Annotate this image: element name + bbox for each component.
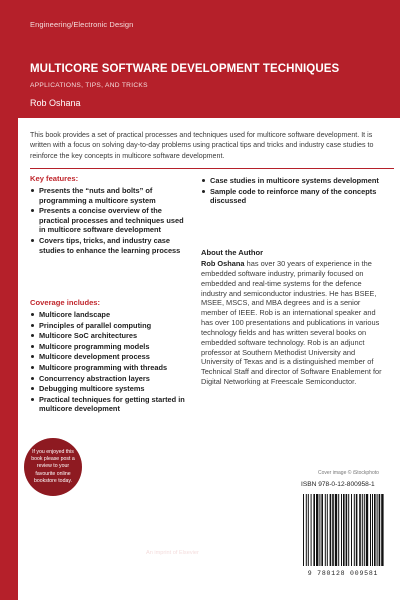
- coverage-heading: Coverage includes:: [30, 298, 101, 307]
- list-item: Multicore programming with threads: [30, 363, 190, 373]
- about-author-name: Rob Oshana: [201, 259, 245, 268]
- elsevier-wordmark: ELSEVIER: [25, 576, 68, 583]
- barcode-number: 9 780128 009581: [307, 570, 379, 577]
- list-item: Principles of parallel computing: [30, 321, 190, 331]
- author-name: Rob Oshana: [30, 98, 81, 108]
- coverage-list: [30, 310, 190, 415]
- list-item: Covers tips, tricks, and industry case studies to enhance the learning process: [30, 236, 190, 255]
- isbn-label: ISBN 978-0-12-800958-1: [301, 481, 375, 488]
- list-item: Concurrency abstraction layers: [30, 374, 190, 384]
- elsevier-tree-logo: [26, 508, 78, 574]
- list-item: Practical techniques for getting started in multicore development: [30, 395, 190, 414]
- review-promo-text: If you enjoyed this book please post a review to your favourite online bookstore today.: [31, 448, 75, 484]
- list-item: Multicore landscape: [30, 310, 190, 320]
- about-author-heading: About the Author: [201, 248, 264, 257]
- list-item: Debugging multicore systems: [30, 384, 190, 394]
- list-item: Presents a concise overview of the practical processes and techniques used in multicore software development: [30, 206, 190, 235]
- publisher-website[interactable]: www.newnespress.com: [146, 559, 205, 565]
- book-title: MULTICORE SOFTWARE DEVELOPMENT TECHNIQUES: [30, 63, 340, 75]
- list-item: Multicore programming models: [30, 342, 190, 352]
- list-item: Multicore development process: [30, 352, 190, 362]
- book-subtitle: APPLICATIONS, TIPS, AND TRICKS: [30, 82, 148, 89]
- about-author-text: [201, 259, 385, 387]
- key-features-heading: Key features:: [30, 174, 79, 183]
- intro-paragraph: This book provides a set of practical processes and techniques used for multicore software development. It is written with a focus on solving day-to-day problems using practical tips and tricks and industry case studies to reinforce the key concepts in multicore software development.: [30, 131, 374, 160]
- about-author-bio: has over 30 years of experience in the embedded software industry, primarily focused on embedded and real-time systems for the defence industry and semiconductor industries. He has BSEE, MSEE, MSCS, and MBA degrees and is a senior member of IEEE. Rob is an international speaker and has over 100 presentations and publications in various technology fields and has written several books on embedded software technology. Rob is an adjunct professor at Southern Methodist University and University of Texas and is a distinguished member of Technical Staff and director of Software Enablement for Digital Networking at Freescale Semiconductor.: [201, 259, 382, 387]
- barcode-area: [295, 478, 391, 582]
- key-features-list-left: [30, 186, 190, 256]
- barcode-image: [301, 494, 385, 566]
- image-credit: Cover image © iStockphoto: [318, 470, 379, 476]
- newnes-wordmark: Newnes: [146, 530, 199, 546]
- key-features-list-right: [201, 176, 385, 207]
- review-promo-badge: [24, 438, 82, 496]
- list-item: Presents the “nuts and bolts” of programming a multicore system: [30, 186, 190, 205]
- list-item: Multicore SoC architectures: [30, 331, 190, 341]
- divider-rule: [30, 168, 394, 169]
- category-label: Engineering/Electronic Design: [30, 20, 134, 29]
- imprint-text: An imprint of Elsevier: [146, 550, 199, 556]
- list-item: Sample code to reinforce many of the concepts discussed: [201, 187, 385, 206]
- list-item: Case studies in multicore systems development: [201, 176, 385, 186]
- newnes-lightning-logo: [92, 522, 140, 570]
